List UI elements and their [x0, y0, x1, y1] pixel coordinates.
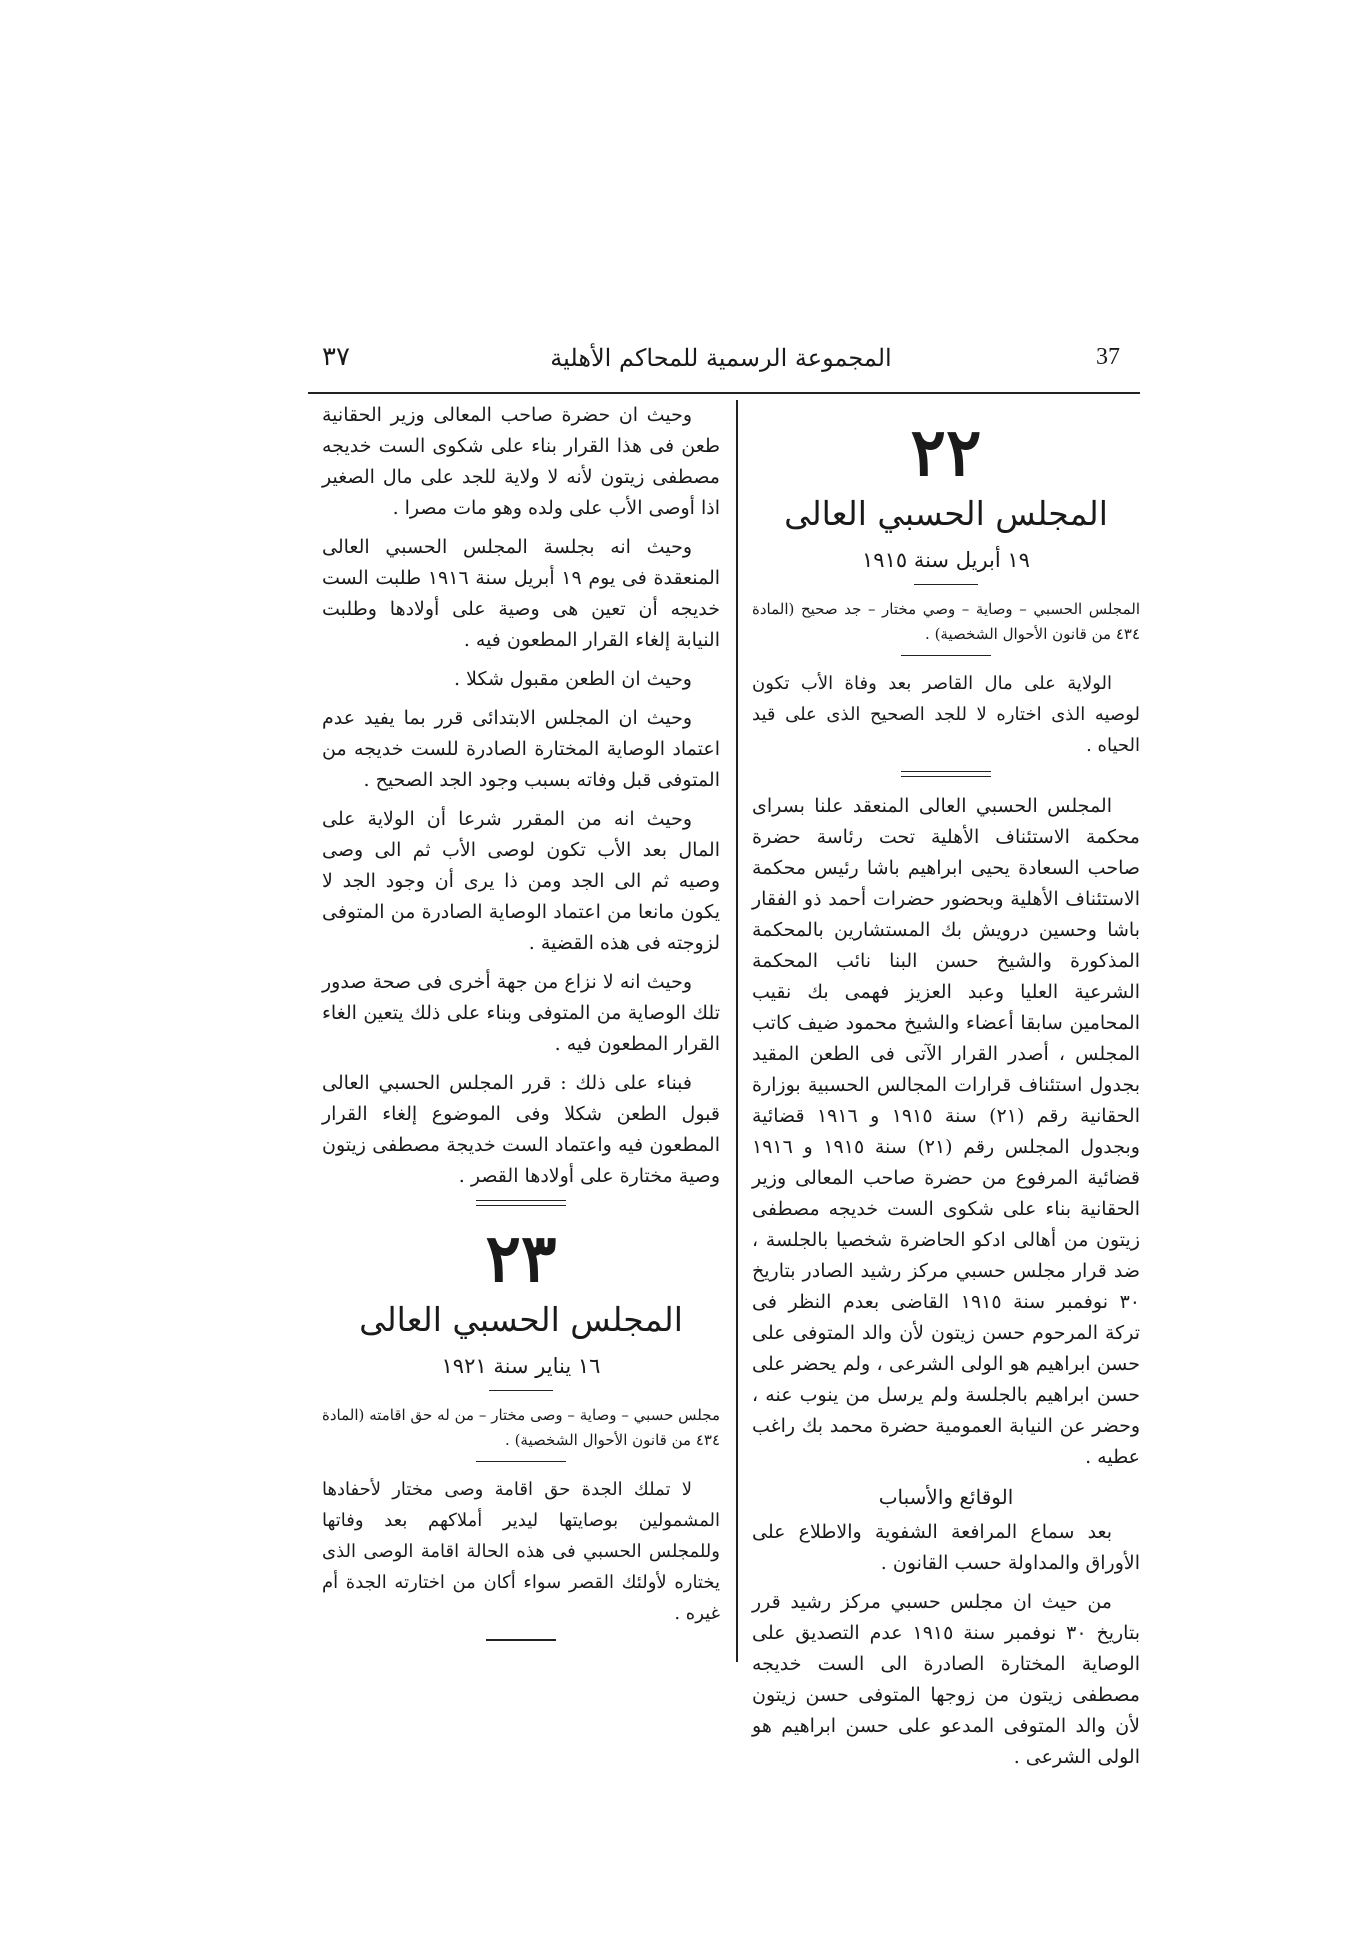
short-rule	[489, 1390, 553, 1391]
end-rule	[486, 1639, 556, 1641]
right-column	[752, 400, 1140, 1781]
page-number-arabic: ٣٧	[322, 342, 350, 372]
after-hearing: بعد سماع المرافعة الشفوية والاطلاع على الأوراق والمداولة حسب القانون .	[752, 1521, 1140, 1574]
reason-paragraph: وحيث ان حضرة صاحب المعالى وزير الحقانية طعن فى هذا القرار بناء على شكوى الست خديجه مصطفى زيتون لأنه لا ولاية للجد على مال الصغير اذا أوصى الأب على ولده وهو مات مصرا .	[322, 404, 720, 519]
running-header	[300, 340, 1142, 390]
double-rule	[901, 771, 991, 777]
case-number: ٢٣	[485, 1219, 557, 1297]
reason-paragraph: وحيث انه بجلسة المجلس الحسبي العالى المنعقدة فى يوم ١٩ أبريل سنة ١٩١٦ طلبت الست خديجه أن تعين هى وصية على أولادها وطلبت النيابة إلغاء القرار المطعون فيه .	[322, 536, 721, 651]
court-name: المجلس الحسبي العالى	[784, 494, 1108, 533]
reason-paragraph: من حيث ان مجلس حسبي مركز رشيد قرر بتاريخ ٣٠ نوفمبر سنة ١٩١٥ عدم التصديق على الوصاية المختارة الصادرة الى الست خديجه مصطفى زيتون من زوجها المتوفى حسن زيتون لأن والد المتوفى المدعو على حسن ابراهيم هو الولى الشرعى .	[752, 1591, 1140, 1768]
legal-principle: الولاية على مال القاصر بعد وفاة الأب تكون لوصيه الذى اختاره لا للجد الصحيح الذى على قيد الحياه .	[752, 673, 1140, 756]
separator-rule	[476, 1461, 566, 1462]
short-rule	[914, 584, 978, 585]
reason-paragraph: وحيث ان الطعن مقبول شكلا .	[454, 668, 692, 690]
court-name: المجلس الحسبي العالى	[359, 1300, 683, 1339]
reason-paragraph: وحيث انه لا نزاع من جهة أخرى فى صحة صدور تلك الوصاية من المتوفى وبناء على ذلك يتعين الغاء القرار المطعون فيه .	[322, 971, 720, 1055]
legal-principle: لا تملك الجدة حق اقامة وصى مختار لأحفادها المشمولين بوصايتها ليدير أملاكهم بعد وفاتها وللمجلس الحسبي فى هذه الحالة اقامة الوصى الذى يختاره لأولئك القصر سواء أكان من اختارته الجدة أم غيره .	[322, 1479, 720, 1624]
page-number-latin: 37	[1096, 344, 1120, 370]
decision-date: ١٩ أبريل سنة ١٩١٥	[862, 548, 1030, 572]
session-intro: المجلس الحسبي العالى المنعقد علنا بسراى محكمة الاستئناف الأهلية تحت رئاسة حضرة صاحب السعادة يحيى ابراهيم باشا رئيس محكمة الاستئناف الأهلية وبحضور حضرات أحمد ذو الفقار باشا وحسين درويش بك المستشارين بالمحكمة المذكورة والشيخ حسن البنا نائب المحكمة الشرعية العليا وعبد العزيز فهمى بك نقيب المحامين سابقا أعضاء والشيخ محمود ضيف كاتب المجلس ، أصدر القرار الآتى فى الطعن المقيد بجدول استئناف قرارات المجالس الحسبية بوزارة الحقانية رقم (٢١) سنة ١٩١٥ و ١٩١٦ قضائية وبجدول المجلس رقم (٢١) سنة ١٩١٥ و ١٩١٦ قضائية المرفوع من حضرة صاحب المعالى وزير الحقانية بناء على شكوى الست خديجه مصطفى زيتون من أهالى ادكو الحاضرة شخصيا بالجلسة ، ضد قرار مجلس حسبي مركز رشيد الصادر بتاريخ ٣٠ نوفمبر سنة ١٩١٥ القاضى بعدم النظر فى تركة المرحوم حسن زيتون لأن والد المتوفى على حسن ابراهيم هو الولى الشرعى ، ولم يحضر على حسن ابراهيم بالجلسة ولم يرسل من ينوب عنه ، وحضر عن النيابة العمومية حضرة محمد بك راغب عطيه .	[752, 795, 1140, 1468]
decision-date: ١٦ يناير سنة ١٩٢١	[441, 1354, 601, 1378]
case-number: ٢٢	[910, 413, 982, 491]
left-column	[322, 400, 720, 1641]
publication-title: المجموعة الرسمية للمحاكم الأهلية	[550, 344, 892, 372]
reason-paragraph: وحيث انه من المقرر شرعا أن الولاية على المال بعد الأب تكون لوصى الأب ثم الى وصى وصيه ثم الى الجد ومن ذا يرى أن وجود الجد لا يكون مانعا من اعتماد الوصاية الصادرة من المتوفى لزوجته فى هذه القضية .	[322, 808, 720, 954]
double-rule	[476, 1200, 566, 1206]
column-divider	[736, 400, 738, 1662]
reason-paragraph: وحيث ان المجلس الابتدائى قرر بما يفيد عدم اعتماد الوصاية المختارة الصادرة للست خديجه من المتوفى قبل وفاته بسبب وجود الجد الصحيح .	[322, 707, 720, 791]
case-keywords: مجلس حسبي – وصاية – وصى مختار – من له حق اقامته (المادة ٤٣٤ من قانون الأحوال الشخصية) .	[322, 1406, 720, 1449]
separator-rule	[901, 655, 991, 656]
section-title: الوقائع والأسباب	[878, 1485, 1014, 1509]
header-rule	[308, 392, 1140, 394]
case-keywords: المجلس الحسبي – وصاية – وصي مختار – جد صحيح (المادة ٤٣٤ من قانون الأحوال الشخصية) .	[752, 600, 1140, 643]
decision-paragraph: فبناء على ذلك : قرر المجلس الحسبي العالى قبول الطعن شكلا وفى الموضوع إلغاء القرار المطعون فيه واعتماد الست خديجة مصطفى زيتون وصية مختارة على أولادها القصر .	[322, 1072, 720, 1187]
